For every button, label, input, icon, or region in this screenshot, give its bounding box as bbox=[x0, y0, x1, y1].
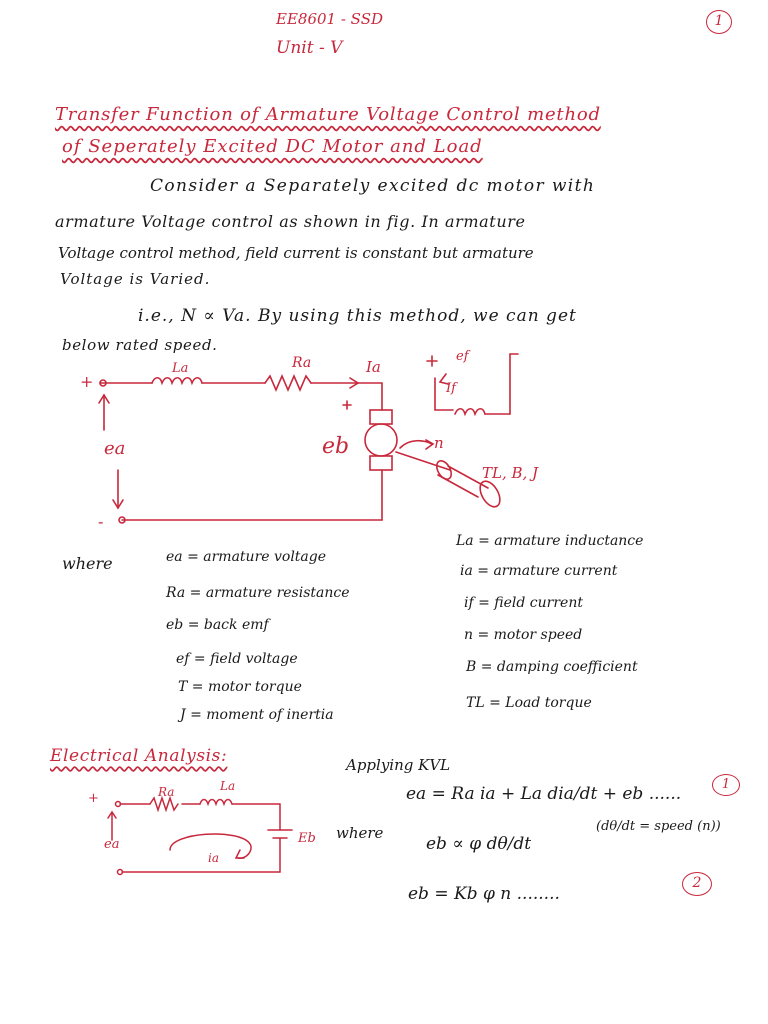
def-left-1: ea = armature voltage bbox=[166, 549, 327, 565]
eb-proportional-equation: eb ∝ φ dθ/dt bbox=[426, 834, 532, 854]
def-left-6: J = moment of inertia bbox=[180, 707, 334, 723]
circuit2-plus: + bbox=[88, 791, 99, 806]
intro-line-3: Voltage control method, field current is constant but armature bbox=[58, 244, 534, 262]
speed-n-label: n bbox=[434, 434, 444, 452]
circuit2-ea: ea bbox=[104, 837, 120, 852]
page-number: 1 bbox=[714, 13, 724, 29]
def-left-3: eb = back emf bbox=[166, 617, 269, 633]
kvl-equation: ea = Ra ia + La dia/dt + eb ...... bbox=[406, 784, 682, 804]
Ra-label: Ra bbox=[292, 355, 312, 371]
unit-label: Unit - V bbox=[276, 38, 343, 58]
intro-line-5: i.e., N ∝ Va. By using this method, we can get bbox=[138, 306, 577, 326]
where-eb: where bbox=[336, 824, 384, 842]
def-left-2: Ra = armature resistance bbox=[166, 585, 350, 601]
circuit2-ia: ia bbox=[208, 851, 219, 865]
speed-note: (dθ/dt = speed (n)) bbox=[596, 819, 721, 834]
intro-line-1: Consider a Separately excited dc motor with bbox=[150, 176, 596, 196]
course-code: EE8601 - SSD bbox=[276, 10, 383, 28]
def-right-4: n = motor speed bbox=[464, 627, 583, 643]
intro-line-4: Voltage is Varied. bbox=[60, 270, 211, 288]
If-label: If bbox=[446, 381, 456, 396]
eb-label: eb bbox=[322, 434, 350, 459]
def-right-6: TL = Load torque bbox=[466, 695, 592, 711]
circuit2-La: La bbox=[220, 779, 236, 793]
plus-terminal-label: + bbox=[80, 372, 94, 391]
def-left-4: ef = field voltage bbox=[176, 651, 298, 667]
electrical-analysis-heading: Electrical Analysis: bbox=[50, 746, 228, 766]
circuit2-Ra: Ra bbox=[158, 785, 175, 799]
title-line-1: Transfer Function of Armature Voltage Control method bbox=[55, 104, 601, 125]
La-label: La bbox=[172, 361, 189, 376]
circuit2-Eb: Eb bbox=[298, 831, 316, 846]
def-right-5: B = damping coefficient bbox=[466, 659, 638, 675]
eq2-number: 2 bbox=[692, 875, 702, 891]
ef-label: ef bbox=[456, 349, 469, 364]
eq1-number: 1 bbox=[721, 777, 731, 792]
ea-label: ea bbox=[104, 438, 126, 459]
def-right-2: ia = armature current bbox=[460, 563, 618, 579]
load-label: TL, B, J bbox=[482, 464, 539, 482]
title-line-2: of Seperately Excited DC Motor and Load bbox=[62, 136, 483, 157]
def-right-3: if = field current bbox=[464, 595, 583, 611]
intro-line-6: below rated speed. bbox=[62, 336, 218, 354]
Ia-label: Ia bbox=[366, 358, 381, 376]
eb-equation: eb = Kb φ n ........ bbox=[408, 884, 560, 904]
intro-line-2: armature Voltage control as shown in fig. In armature bbox=[55, 212, 526, 231]
def-left-5: T = motor torque bbox=[178, 679, 302, 695]
applying-kvl: Applying KVL bbox=[346, 756, 451, 774]
def-right-1: La = armature inductance bbox=[456, 533, 644, 549]
where-label: where bbox=[62, 554, 113, 573]
minus-terminal-label: - bbox=[98, 512, 104, 531]
